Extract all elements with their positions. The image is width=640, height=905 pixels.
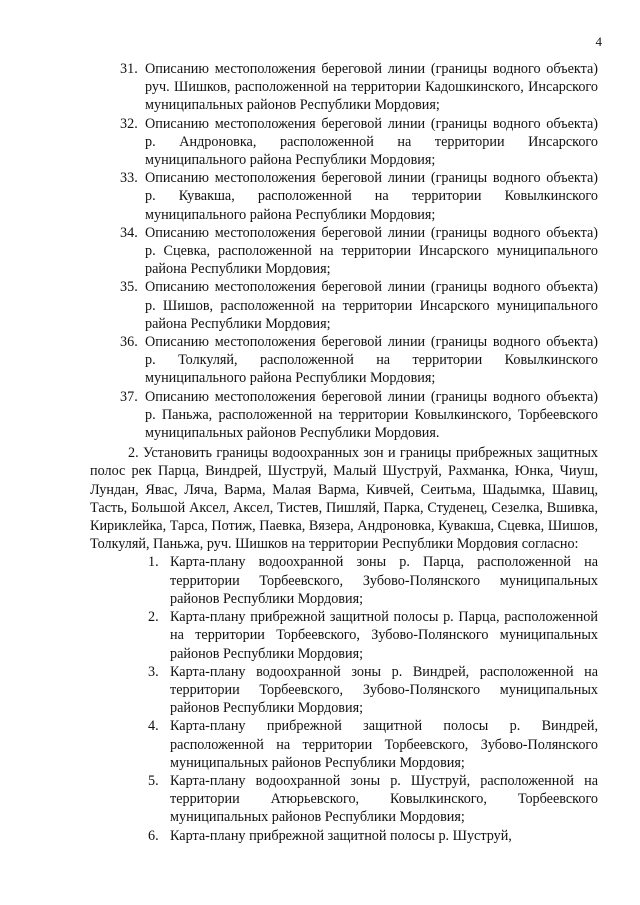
item-text: Карта-плану прибрежной защитной полосы р. Виндрей, расположенной на территории Торбеевского, Зубово-Полянского муниципальных районов Республики Мордовия; xyxy=(170,718,598,771)
item-text: Описанию местоположения береговой линии (границы водного объекта) р. Кувакша, расположенной на территории Ковылкинского муниципального района Республики Мордовия; xyxy=(145,170,598,223)
item-text: Описанию местоположения береговой линии (границы водного объекта) р. Паньжа, расположенной на территории Ковылкинского, Торбеевского муниципальных районов Республики Мордовия. xyxy=(145,388,598,442)
item-number: 36. xyxy=(120,334,138,351)
list-item xyxy=(90,663,598,718)
item-text: Описанию местоположения береговой линии (границы водного объекта) р. Толкуляй, расположенной на территории Ковылкинского муниципального района Республики Мордовия; xyxy=(145,334,598,387)
item-number: 33. xyxy=(120,170,138,187)
page-number: 4 xyxy=(595,34,602,49)
paragraph-2: 2. Установить границы водоохранных зон и границы прибрежных защитных полос рек Парца, Виндрей, Шуструй, Малый Шуструй, Рахманка, Юнка, Чиуш, Лундан, Явас, Ляча, Варма, Малая Варма, Кивчей, Сеитьма, Шадымка, Шавиц, Тасть, Большой Аксел, Аксел, Тистев, Пишляй, Парка, Студенец, Сезелка, Вшивка, Кириклейка, Тарса, Потиж, Паевка, Вязера, Андроновка, Кувакша, Сцевка, Шишов, Толкуляй, Паньжа, руч. Шишков на территории Республики Мордовия согласно: xyxy=(90,445,598,553)
item-number: 5. xyxy=(148,772,159,789)
document-body xyxy=(90,60,598,845)
item-text: Карта-плану водоохранной зоны р. Шуструй, расположенной на территории Атюрьевского, Ковылкинского, Торбеевского муниципальных районов Республики Мордовия; xyxy=(170,772,598,826)
item-text: Описанию местоположения береговой линии (границы водного объекта) р. Андроновка, расположенной на территории Инсарского муниципального района Республики Мордовия; xyxy=(145,115,598,169)
item-number: 32. xyxy=(120,115,138,132)
item-number: 35. xyxy=(120,279,138,296)
item-number: 37. xyxy=(120,388,138,405)
list-item xyxy=(90,115,598,170)
shoreline-description-list xyxy=(90,60,598,442)
list-item xyxy=(90,388,598,443)
item-number: 4. xyxy=(148,718,159,735)
item-number: 6. xyxy=(148,827,159,844)
item-number: 2. xyxy=(148,609,159,626)
list-item xyxy=(90,717,598,772)
list-item xyxy=(90,278,598,333)
map-plan-list xyxy=(90,553,598,844)
item-text: Карта-плану прибрежной защитной полосы р. Шуструй, xyxy=(170,827,512,844)
list-item xyxy=(90,224,598,279)
list-item xyxy=(90,169,598,224)
list-item xyxy=(90,827,598,845)
list-item xyxy=(90,772,598,827)
item-text: Описанию местоположения береговой линии (границы водного объекта) руч. Шишков, расположенной на территории Кадошкинского, Инсарского муниципальных районов Республики Мордовия; xyxy=(145,61,598,114)
item-number: 34. xyxy=(120,224,138,241)
item-number: 1. xyxy=(148,554,159,571)
item-number: 31. xyxy=(120,61,138,77)
item-text: Карта-плану водоохранной зоны р. Парца, расположенной на территории Торбеевского, Зубово-Полянского муниципальных районов Республики Мордовия; xyxy=(170,554,598,607)
item-text: Описанию местоположения береговой линии (границы водного объекта) р. Шишов, расположенной на территории Инсарского муниципального района Республики Мордовия; xyxy=(145,279,598,332)
item-text: Карта-плану прибрежной защитной полосы р. Парца, расположенной на территории Торбеевского, Зубово-Полянского муниципальных районов Республики Мордовия; xyxy=(170,609,598,662)
list-item xyxy=(90,60,598,115)
item-text: Карта-плану водоохранной зоны р. Виндрей, расположенной на территории Торбеевского, Зубово-Полянского муниципальных районов Республики Мордовия; xyxy=(170,663,598,717)
list-item xyxy=(90,333,598,388)
list-item xyxy=(90,553,598,608)
item-text: Описанию местоположения береговой линии (границы водного объекта) р. Сцевка, расположенной на территории Инсарского муниципального района Республики Мордовия; xyxy=(145,224,598,278)
item-number: 3. xyxy=(148,663,159,680)
list-item xyxy=(90,608,598,663)
